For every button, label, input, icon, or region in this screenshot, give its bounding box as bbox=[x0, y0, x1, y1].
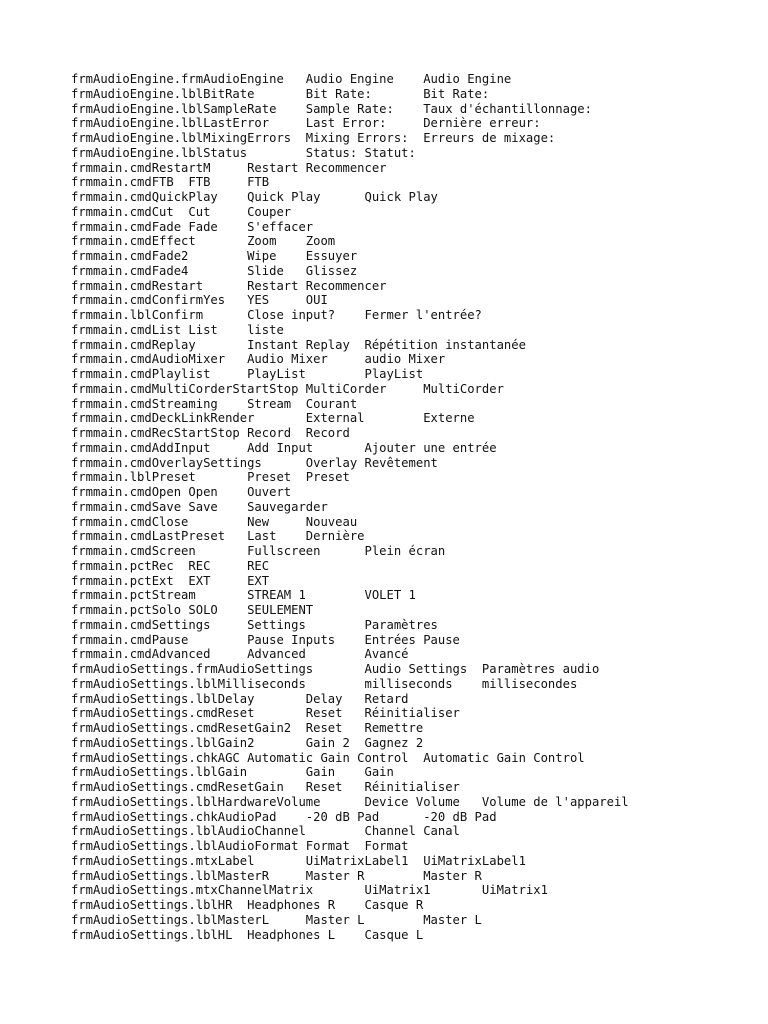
text-line: frmmain.cmdConfirmYes YES OUI bbox=[71, 293, 328, 308]
text-line: frmmain.cmdAddInput Add Input Ajouter une entrée bbox=[71, 440, 497, 455]
text-line: frmmain.cmdRestart Restart Recommencer bbox=[71, 278, 387, 293]
text-line: frmmain.cmdReplay Instant Replay Répétition instantanée bbox=[71, 337, 526, 352]
text-line: frmmain.lblPreset Preset Preset bbox=[71, 470, 350, 485]
text-line: frmAudioSettings.cmdResetGain Reset Réinitialiser bbox=[71, 780, 460, 794]
text-line: frmAudioSettings.lblHardwareVolume Device Volume Volume de l'appareil bbox=[71, 794, 629, 809]
text-line: frmAudioSettings.lblMilliseconds milliseconds millisecondes bbox=[71, 676, 578, 691]
text-line: frmmain.cmdList List liste bbox=[71, 322, 284, 337]
text-line: frmmain.cmdRecStartStop Record Record bbox=[71, 426, 350, 440]
text-line: frmmain.cmdCut Cut Couper bbox=[71, 204, 292, 219]
text-line: frmAudioSettings.mtxChannelMatrix UiMatrix1 UiMatrix1 bbox=[71, 883, 548, 898]
text-line: frmmain.cmdSave Save Sauvegarder bbox=[71, 499, 328, 514]
text-line: frmAudioEngine.lblSampleRate Sample Rate: Taux d'échantillonnage: bbox=[71, 101, 592, 116]
text-line: frmmain.lblConfirm Close input? Fermer l'entrée? bbox=[71, 308, 482, 322]
text-line: frmAudioSettings.lblHR Headphones R Casque R bbox=[71, 898, 424, 912]
text-line: frmAudioSettings.cmdResetGain2 Reset Remettre bbox=[71, 721, 424, 735]
text-line: frmAudioSettings.cmdReset Reset Réinitialiser bbox=[71, 706, 460, 721]
text-line: frmmain.cmdQuickPlay Quick Play Quick Play bbox=[71, 190, 438, 204]
text-line: frmmain.cmdPlaylist PlayList PlayList bbox=[71, 367, 424, 381]
text-line: frmmain.cmdDeckLinkRender External Externe bbox=[71, 411, 475, 426]
text-line: frmAudioEngine.lblLastError Last Error: Dernière erreur: bbox=[71, 116, 541, 131]
text-line: frmmain.pctExt EXT EXT bbox=[71, 573, 270, 588]
text-line: frmmain.cmdOpen Open Ouvert bbox=[71, 485, 292, 499]
text-line: frmAudioSettings.lblMasterL Master L Master L bbox=[71, 912, 482, 927]
text-line: frmAudioSettings.mtxLabel UiMatrixLabel1 UiMatrixLabel1 bbox=[71, 853, 526, 868]
text-line: frmAudioEngine.lblMixingErrors Mixing Errors: Erreurs de mixage: bbox=[71, 131, 556, 145]
text-line: frmmain.cmdRestartM Restart Recommencer bbox=[71, 160, 387, 175]
text-line: frmAudioSettings.lblGain2 Gain 2 Gagnez 2 bbox=[71, 735, 424, 750]
text-line: frmmain.cmdEffect Zoom Zoom bbox=[71, 234, 336, 249]
text-line: frmAudioSettings.lblAudioChannel Channel Canal bbox=[71, 824, 460, 839]
text-line: frmAudioEngine.lblBitRate Bit Rate: Bit Rate: bbox=[71, 86, 490, 101]
text-line: frmAudioEngine.lblStatus Status: Statut: bbox=[71, 145, 416, 160]
text-line: frmmain.cmdFTB FTB FTB bbox=[71, 175, 270, 190]
text-line: frmmain.cmdAdvanced Advanced Avancé bbox=[71, 647, 409, 662]
text-line: frmmain.pctRec REC REC bbox=[71, 558, 270, 573]
text-line: frmmain.cmdFade2 Wipe Essuyer bbox=[71, 249, 358, 263]
text-line: frmAudioSettings.lblMasterR Master R Master R bbox=[71, 868, 482, 883]
text-line: frmAudioSettings.frmAudioSettings Audio Settings Paramètres audio bbox=[71, 662, 600, 676]
text-line: frmmain.cmdOverlaySettings Overlay Revêtement bbox=[71, 455, 438, 470]
text-line: frmmain.cmdFade4 Slide Glissez bbox=[71, 263, 358, 278]
text-line: frmmain.cmdMultiCorderStartStop MultiCorder MultiCorder bbox=[71, 381, 504, 396]
text-line: frmmain.cmdStreaming Stream Courant bbox=[71, 396, 358, 411]
text-line: frmAudioSettings.lblHL Headphones L Casque L bbox=[71, 927, 424, 942]
text-line: frmAudioSettings.lblDelay Delay Retard bbox=[71, 691, 409, 706]
text-line: frmmain.cmdSettings Settings Paramètres bbox=[71, 617, 438, 632]
text-line: frmmain.cmdFade Fade S'effacer bbox=[71, 219, 314, 234]
text-line: frmAudioSettings.lblGain Gain Gain bbox=[71, 765, 394, 780]
text-line: frmAudioEngine.frmAudioEngine Audio Engine Audio Engine bbox=[71, 72, 512, 86]
text-line: frmmain.cmdClose New Nouveau bbox=[71, 514, 358, 529]
text-line: frmAudioSettings.lblAudioFormat Format Format bbox=[71, 839, 409, 853]
text-line: frmmain.pctStream STREAM 1 VOLET 1 bbox=[71, 588, 416, 603]
document-page bbox=[71, 72, 751, 942]
text-line: frmmain.cmdAudioMixer Audio Mixer audio Mixer bbox=[71, 352, 446, 367]
text-line: frmmain.cmdPause Pause Inputs Entrées Pause bbox=[71, 632, 460, 647]
text-line: frmAudioSettings.chkAudioPad -20 dB Pad -20 dB Pad bbox=[71, 809, 497, 824]
text-line: frmmain.cmdLastPreset Last Dernière bbox=[71, 529, 365, 544]
text-line: frmmain.cmdScreen Fullscreen Plein écran bbox=[71, 544, 446, 558]
text-line: frmmain.pctSolo SOLO SEULEMENT bbox=[71, 603, 314, 617]
text-line: frmAudioSettings.chkAGC Automatic Gain Control Automatic Gain Control bbox=[71, 750, 585, 765]
